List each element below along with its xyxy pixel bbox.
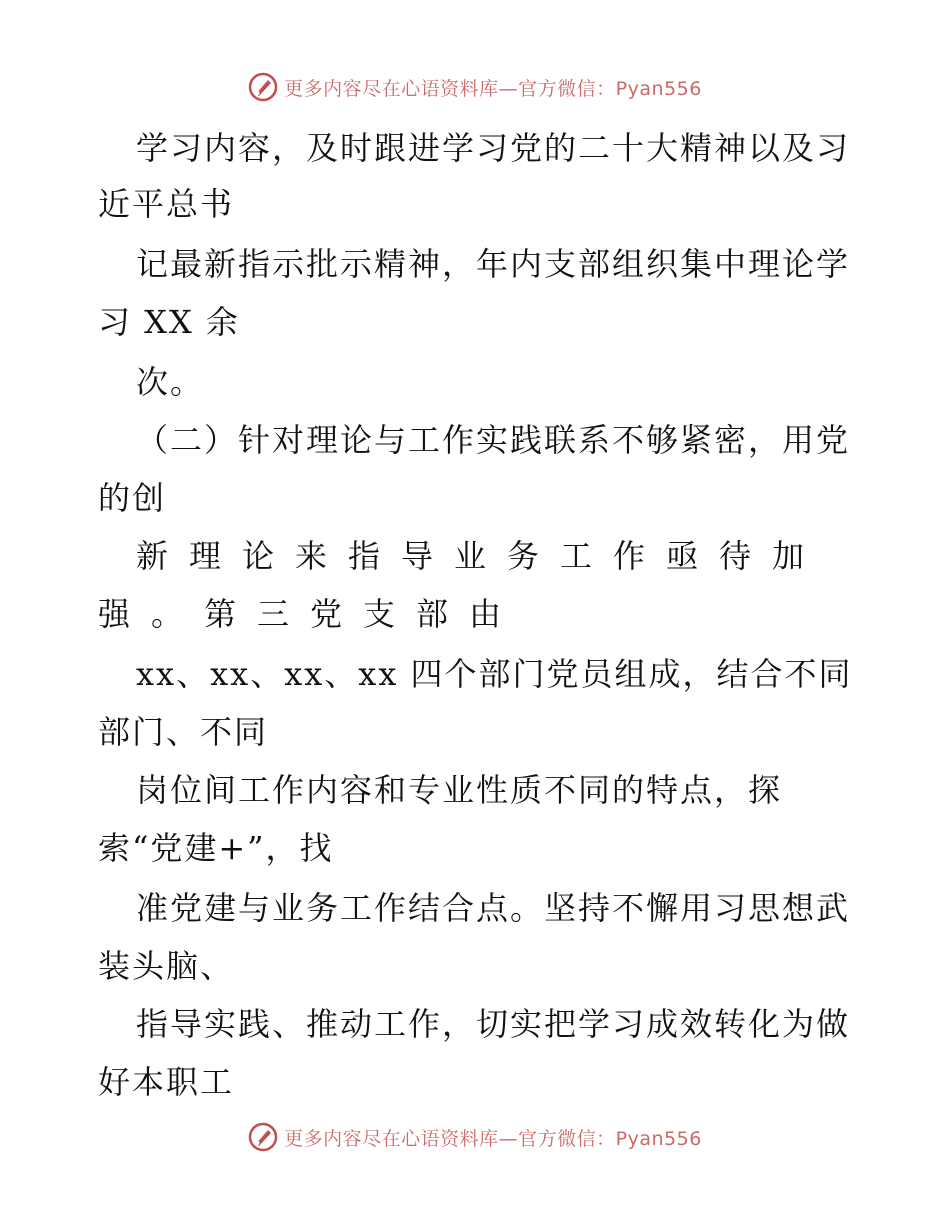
text-line: 装头脑、 xyxy=(98,947,235,985)
footer-banner-text: 更多内容尽在心语资料库—官方微信：Pyan556 xyxy=(284,1127,702,1150)
header-banner xyxy=(0,72,950,102)
pen-logo-icon xyxy=(248,1122,278,1152)
text-line: 索“党建+”，找 xyxy=(98,829,334,867)
text-line: 部门、不同 xyxy=(98,713,269,751)
text-line: 好本职工 xyxy=(98,1063,235,1101)
text-line: 岗位间工作内容和专业性质不同的特点，探 xyxy=(136,771,783,809)
text-line: 习 XX 余 xyxy=(98,303,240,341)
text-line: 记最新指示批示精神，年内支部组织集中理论学 xyxy=(136,245,851,283)
text-line: 的创 xyxy=(98,479,167,517)
text-line: 新理论来指导业务工作亟待加 xyxy=(136,537,826,575)
text-line: 学习内容，及时跟进学习党的二十大精神以及习 xyxy=(136,129,851,167)
footer-banner xyxy=(0,1122,950,1152)
text-line: xx、xx、xx、xx 四个部门党员组成，结合不同 xyxy=(136,655,853,693)
text-line: 准党建与业务工作结合点。坚持不懈用习思想武 xyxy=(136,889,851,927)
pen-logo-icon xyxy=(248,72,278,102)
text-line: （二）针对理论与工作实践联系不够紧密，用党 xyxy=(136,421,851,459)
header-banner-text: 更多内容尽在心语资料库—官方微信：Pyan556 xyxy=(284,77,702,100)
text-line: 次。 xyxy=(136,363,205,401)
text-line: 指导实践、推动工作，切实把学习成效转化为做 xyxy=(136,1005,851,1043)
text-line: 强。第三党支部由 xyxy=(98,595,523,633)
text-line: 近平总书 xyxy=(98,185,235,223)
